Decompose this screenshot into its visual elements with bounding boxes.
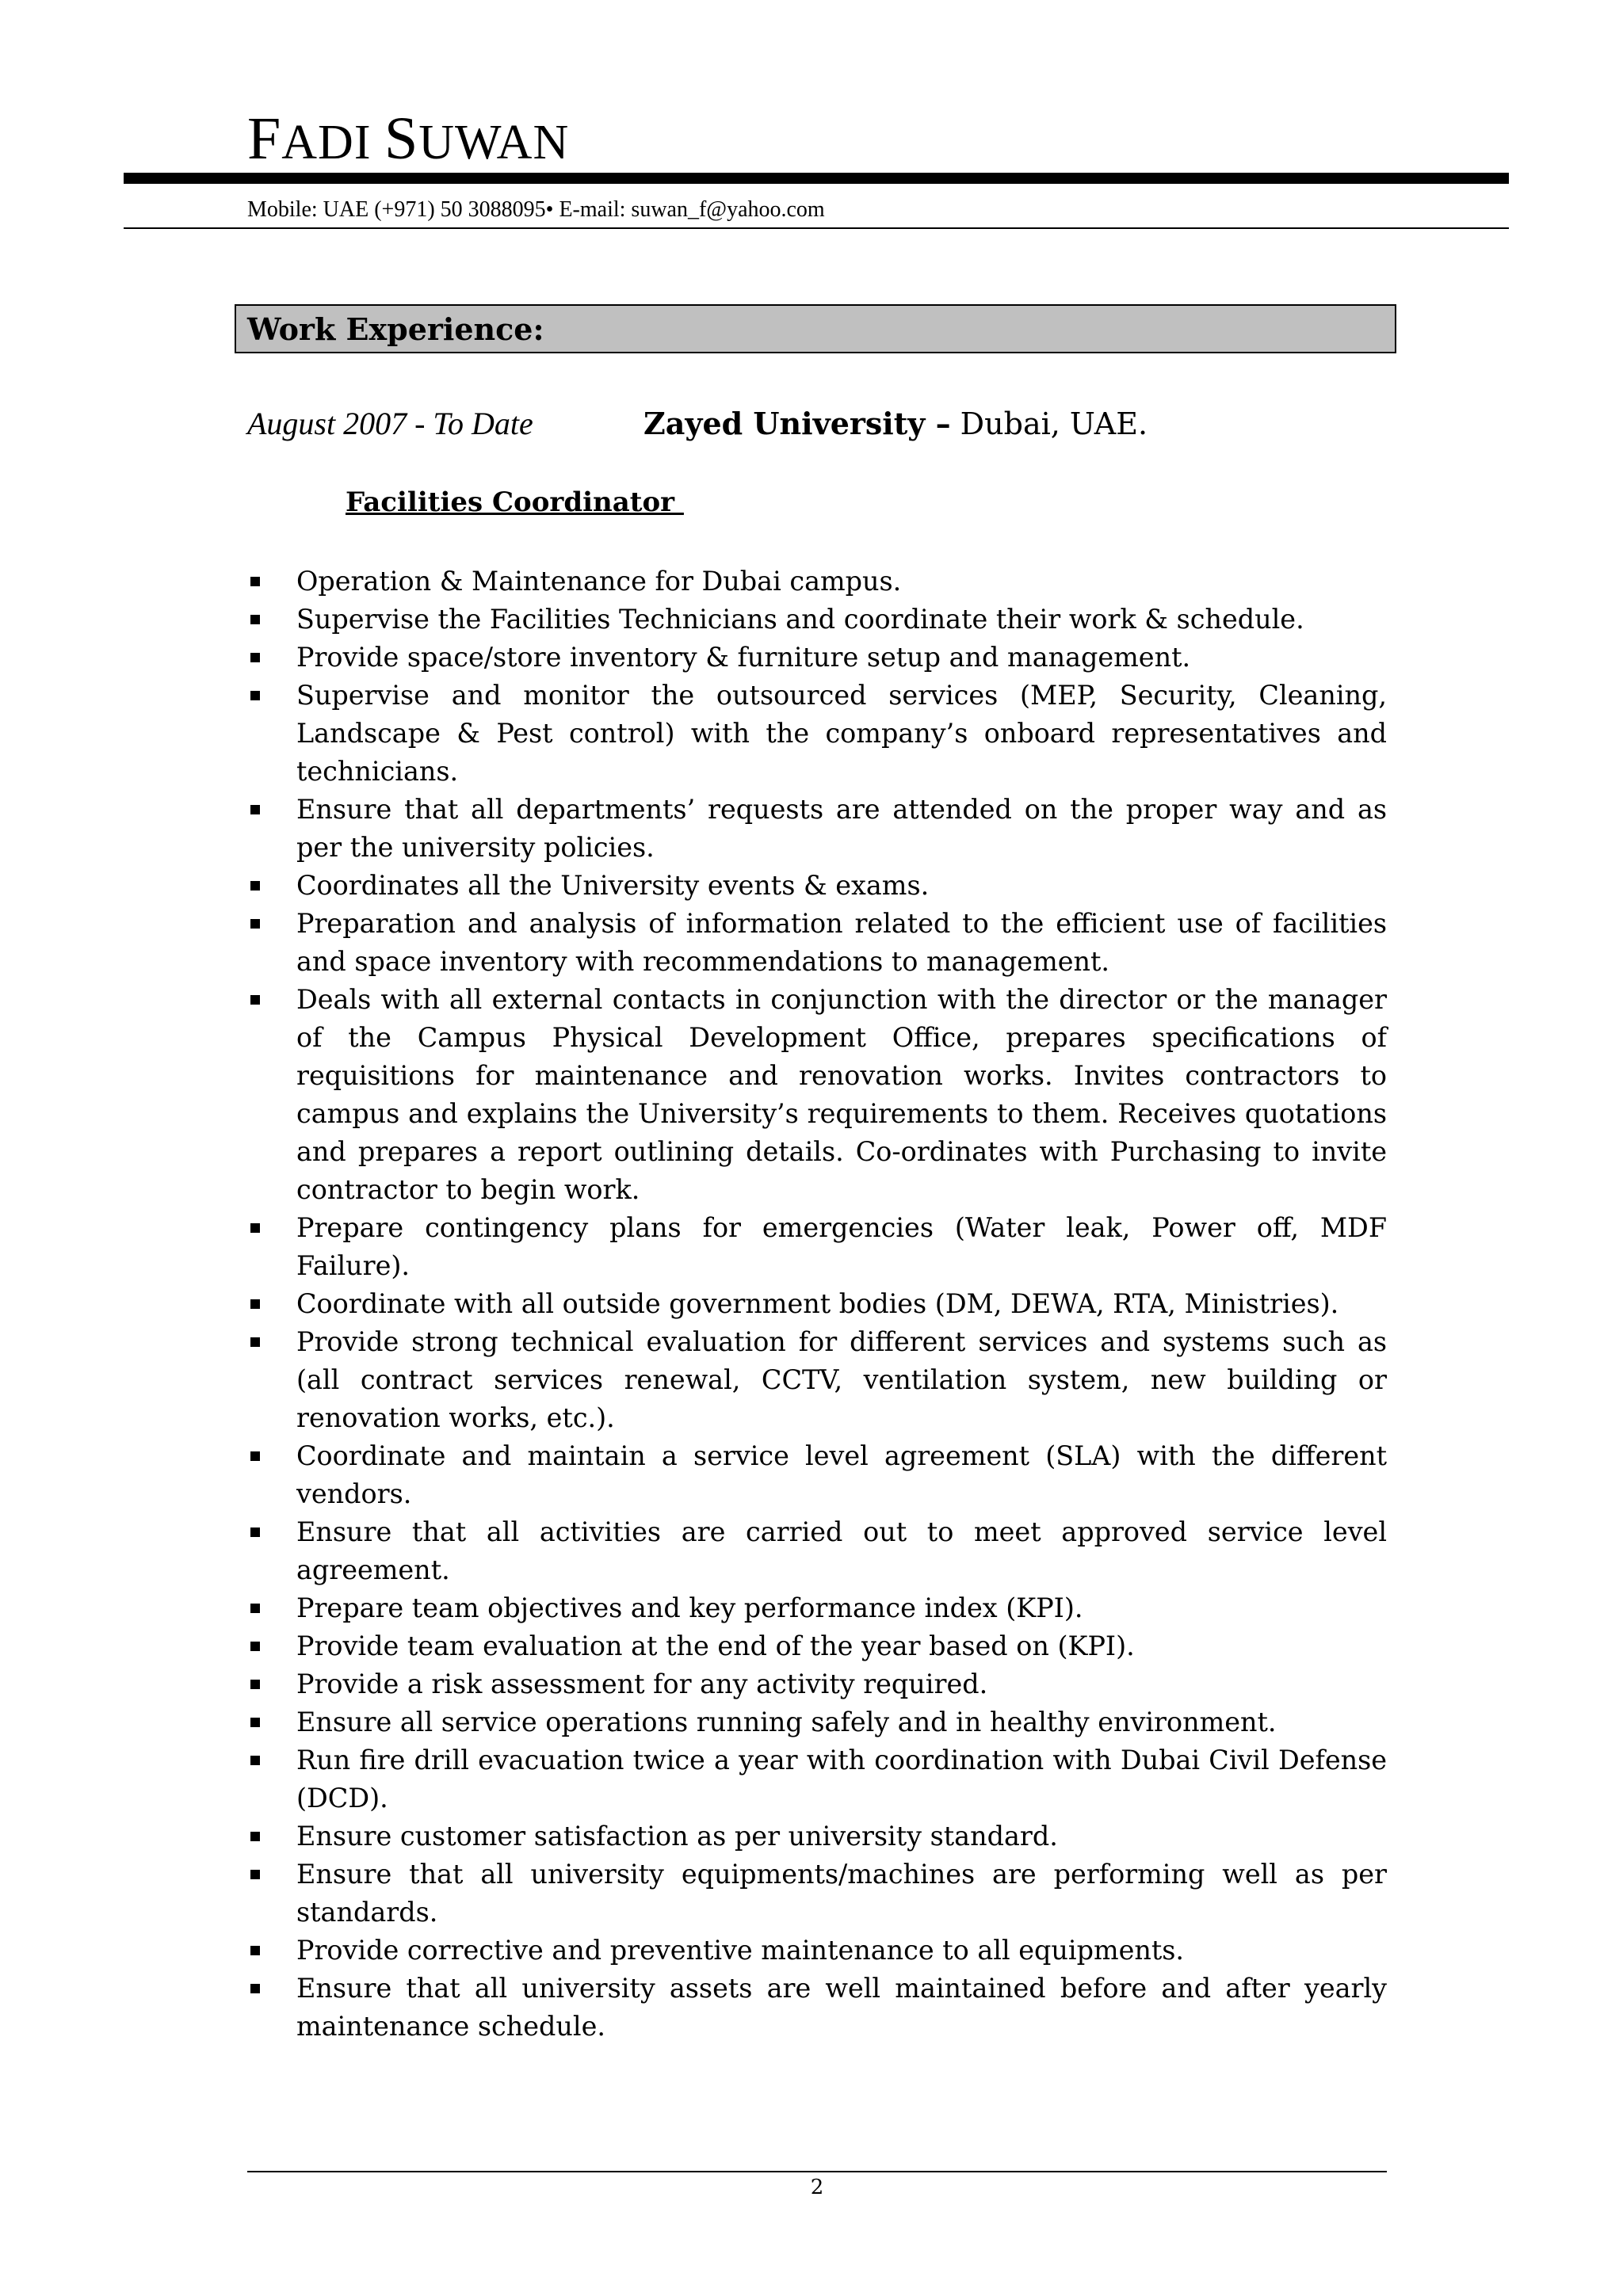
header-thin-divider xyxy=(124,227,1509,229)
name-first-initial: F xyxy=(247,105,282,172)
square-bullet-icon xyxy=(250,1832,260,1841)
header-thick-divider xyxy=(124,173,1509,184)
duties-list xyxy=(247,563,1387,2046)
square-bullet-icon xyxy=(250,1984,260,1993)
square-bullet-icon xyxy=(250,1718,260,1727)
duty-text: Run fire drill evacuation twice a year with coordination with Dubai Civil Defense (DCD). xyxy=(296,1745,1387,1814)
square-bullet-icon xyxy=(250,1337,260,1347)
duty-text: Ensure all service operations running safely and in healthy environment. xyxy=(296,1707,1277,1737)
duty-text: Ensure that all university equipments/machines are performing well as per standards. xyxy=(296,1859,1387,1928)
duty-text: Prepare team objectives and key performance index (KPI). xyxy=(296,1592,1083,1623)
square-bullet-icon xyxy=(250,1946,260,1955)
duty-text: Supervise the Facilities Technicians and coordinate their work & schedule. xyxy=(296,604,1304,635)
employer-name: Zayed University – xyxy=(643,406,951,441)
square-bullet-icon xyxy=(250,653,260,662)
job-title: Facilities Coordinator xyxy=(346,486,684,518)
duty-item xyxy=(247,791,1387,867)
duty-text: Ensure customer satisfaction as per university standard. xyxy=(296,1821,1058,1852)
duty-text: Coordinate with all outside government bodies (DM, DEWA, RTA, Ministries). xyxy=(296,1288,1339,1319)
duty-text: Provide team evaluation at the end of the year based on (KPI). xyxy=(296,1630,1135,1661)
square-bullet-icon xyxy=(250,691,260,700)
job-dates: August 2007 - To Date xyxy=(247,406,533,441)
duty-item xyxy=(247,867,1387,905)
square-bullet-icon xyxy=(250,1756,260,1765)
square-bullet-icon xyxy=(250,1870,260,1879)
duty-text: Supervise and monitor the outsourced services (MEP, Security, Cleaning, Landscape & Pest control) with the company’s onboard representatives and technicians. xyxy=(296,680,1387,787)
duty-item xyxy=(247,1817,1387,1855)
job-employer xyxy=(643,404,1148,444)
candidate-name xyxy=(247,105,570,172)
section-title: Work Experience: xyxy=(247,311,544,347)
square-bullet-icon xyxy=(250,1451,260,1461)
duty-item xyxy=(247,1970,1387,2046)
duty-text: Ensure that all activities are carried out to meet approved service level agreement. xyxy=(296,1516,1387,1585)
duty-item xyxy=(247,1932,1387,1970)
duty-item xyxy=(247,1665,1387,1703)
duty-item xyxy=(247,1323,1387,1437)
name-first-rest: ADI xyxy=(281,116,372,170)
duty-item xyxy=(247,905,1387,981)
duty-item xyxy=(247,1285,1387,1323)
square-bullet-icon xyxy=(250,577,260,586)
name-last-initial: S xyxy=(384,105,419,172)
duty-text: Coordinate and maintain a service level agreement (SLA) with the different vendors. xyxy=(296,1440,1387,1509)
duty-text: Coordinates all the University events & exams. xyxy=(296,870,930,901)
square-bullet-icon xyxy=(250,919,260,929)
duty-text: Ensure that all university assets are well maintained before and after yearly maintenance schedule. xyxy=(296,1973,1387,2042)
square-bullet-icon xyxy=(250,1642,260,1651)
duty-item xyxy=(247,1209,1387,1285)
duty-item xyxy=(247,1741,1387,1817)
duty-text: Provide a risk assessment for any activity required. xyxy=(296,1669,988,1699)
square-bullet-icon xyxy=(250,881,260,891)
square-bullet-icon xyxy=(250,805,260,814)
square-bullet-icon xyxy=(250,995,260,1005)
duty-item xyxy=(247,1703,1387,1741)
square-bullet-icon xyxy=(250,1299,260,1309)
duty-item xyxy=(247,1855,1387,1932)
duty-text: Provide strong technical evaluation for different services and systems such as (all contract services renewal, CCTV, ventilation system, new building or renovation works, etc.). xyxy=(296,1326,1387,1433)
square-bullet-icon xyxy=(250,1604,260,1613)
square-bullet-icon xyxy=(250,615,260,624)
square-bullet-icon xyxy=(250,1527,260,1537)
duty-item xyxy=(247,639,1387,677)
section-heading-box xyxy=(235,304,1396,353)
employer-location: Dubai, UAE. xyxy=(950,406,1148,441)
duty-item xyxy=(247,981,1387,1209)
duty-text: Provide corrective and preventive maintenance to all equipments. xyxy=(296,1935,1185,1966)
square-bullet-icon xyxy=(250,1223,260,1233)
duty-item xyxy=(247,1589,1387,1627)
footer-divider xyxy=(247,2171,1387,2172)
duty-text: Provide space/store inventory & furniture setup and management. xyxy=(296,642,1191,673)
duty-item xyxy=(247,563,1387,601)
duty-text: Operation & Maintenance for Dubai campus. xyxy=(296,566,902,597)
duty-text: Deals with all external contacts in conjunction with the director or the manager of the Campus Physical Development Office, prepares specifications of requisitions for maintenance and renovation works. Invites contractors to campus and explains the University’s requirements to them. Receives quotations and prepares a report outlining details. Co-ordinates with Purchasing to invite contractor to begin work. xyxy=(296,984,1387,1205)
contact-line: Mobile: UAE (+971) 50 3088095• E-mail: suwan_f@yahoo.com xyxy=(247,197,825,222)
duty-text: Preparation and analysis of information related to the efficient use of facilities and space inventory with recommendations to management. xyxy=(296,908,1387,977)
duty-item xyxy=(247,1513,1387,1589)
duty-text: Ensure that all departments’ requests are attended on the proper way and as per the university policies. xyxy=(296,794,1387,863)
name-last-rest: UWAN xyxy=(418,116,570,170)
duty-item xyxy=(247,677,1387,791)
duty-text: Prepare contingency plans for emergencies (Water leak, Power off, MDF Failure). xyxy=(296,1212,1387,1281)
duty-item xyxy=(247,601,1387,639)
page-number: 2 xyxy=(810,2176,824,2199)
duty-item xyxy=(247,1437,1387,1513)
duty-item xyxy=(247,1627,1387,1665)
square-bullet-icon xyxy=(250,1680,260,1689)
